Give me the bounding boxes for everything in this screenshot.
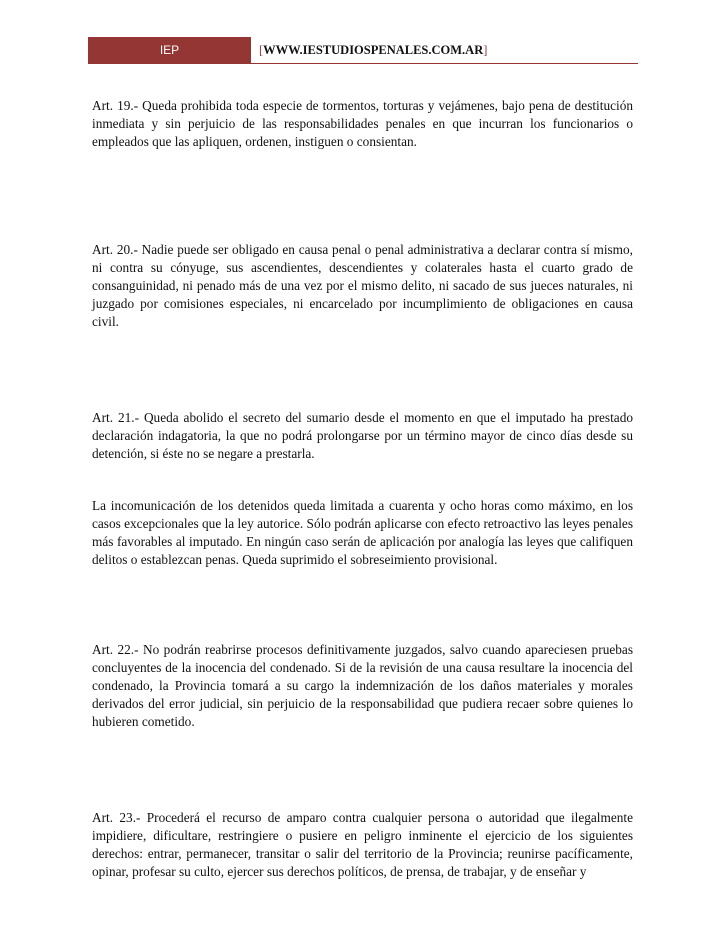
- article-23-paragraph: Art. 23.- Procederá el recurso de amparo contra cualquier persona o autoridad que ilegalmente impidiere, dificultare, restringiere o pusiere en peligro inminente el ejercicio de los siguientes derechos: entrar, permanecer, transitar o salir del territorio de la Provincia; reunirse pacíficamente, opinar, profesar su culto, ejercer sus derechos políticos, de prensa, de trabajar, y de enseñar y: [92, 810, 633, 879]
- article-22-paragraph: Art. 22.- No podrán reabrirse procesos definitivamente juzgados, salvo cuando apareciesen pruebas concluyentes de la inocencia del condenado. Si de la revisión de una causa resultare la inocencia del condenado, la Provincia tomará a su cargo la indemnización de los daños materiales y morales derivados del error judicial, sin perjuicio de la responsabilidad que pudiera recaer sobre quienes lo hubieren cometido.: [92, 642, 633, 729]
- article-21-paragraph: Art. 21.- Queda abolido el secreto del sumario desde el momento en que el imputado ha prestado declaración indagatoria, la que no podrá prolongarse por un término mayor de cinco días desde su detención, si éste no se negare a prestarla.: [92, 410, 633, 461]
- header-bracket-open: [: [259, 43, 264, 57]
- incommunication-paragraph: La incomunicación de los detenidos queda limitada a cuarenta y ocho horas como máximo, en los casos excepcionales que la ley autorice. Sólo podrán aplicarse con efecto retroactivo las leyes penales más favorables al imputado. En ningún caso serán de aplicación por analogía las leyes que califiquen delitos o establezcan penas. Queda suprimido el sobreseimiento provisional.: [92, 498, 633, 567]
- header-divider: [88, 63, 638, 64]
- article-20-paragraph: Art. 20.- Nadie puede ser obligado en causa penal o penal administrativa a declarar contra sí mismo, ni contra su cónyuge, sus ascendientes, descendientes y colaterales hasta el cuarto grado de consanguinidad, ni penado más de una vez por el mismo delito, ni sacado de sus jueces naturales, ni juzgado por comisiones especiales, ni encarcelado por incumplimiento de obligaciones en causa civil.: [92, 242, 633, 329]
- header-bracket-close: ]: [483, 43, 488, 57]
- article-19-paragraph: Art. 19.- Queda prohibida toda especie de tormentos, torturas y vejámenes, bajo pena de destitución inmediata y sin perjuicio de las responsabilidades penales en que incurran los funcionarios o empleados que las apliquen, ordenen, instiguen o consientan.: [92, 98, 633, 149]
- page-header: [88, 37, 638, 63]
- header-url: [259, 37, 487, 63]
- header-url-text: WWW.IESTUDIOSPENALES.COM.AR: [263, 43, 484, 57]
- header-label-iep: IEP: [88, 37, 251, 63]
